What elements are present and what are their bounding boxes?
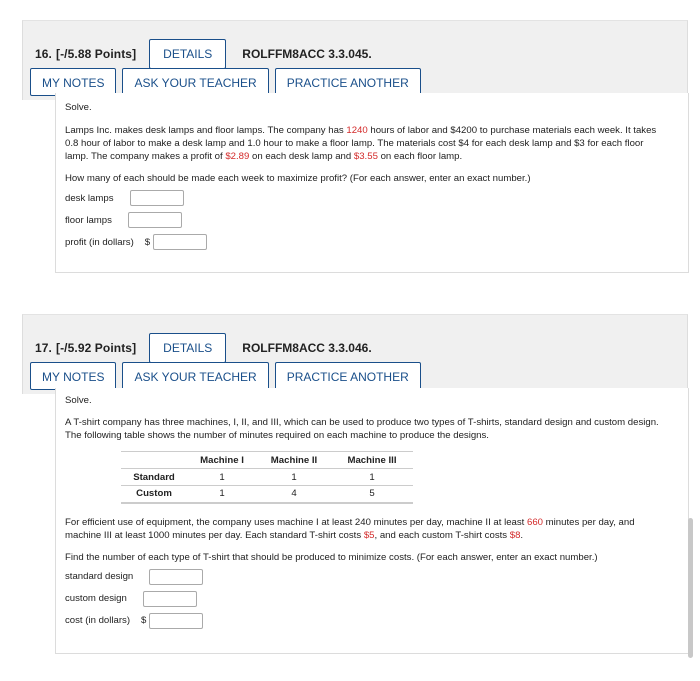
table-header-machine-2: Machine II [257, 452, 331, 469]
table-cell: 1 [331, 469, 413, 486]
question-17-actions [30, 362, 427, 390]
question-17-title-row [35, 333, 372, 363]
custom-design-row [65, 588, 688, 610]
profit-input[interactable] [153, 234, 207, 250]
question-17-body [55, 388, 689, 654]
problem-constraints: For efficient use of equipment, the company uses machine I at least 240 minutes per day, machine II at least 660 minutes per day, and machine III at least 1000 minutes per day. Each standard T-shirt costs $5, and each custom T-shirt costs $8. [65, 516, 635, 541]
question-16-title-row [35, 39, 372, 69]
custom-cost-value: $8 [509, 529, 521, 541]
machine-minutes-table [121, 451, 413, 504]
ask-your-teacher-button[interactable]: ASK YOUR TEACHER [122, 362, 268, 390]
question-code: ROLFFM8ACC 3.3.046. [242, 341, 372, 355]
floor-profit-value: $3.55 [353, 151, 378, 162]
table-row [121, 469, 413, 486]
floor-lamps-label: floor lamps [65, 214, 112, 226]
table-cell: 1 [187, 469, 257, 486]
dollar-sign: $ [144, 236, 151, 248]
custom-design-label: custom design [65, 593, 127, 604]
table-cell: 4 [257, 486, 331, 503]
profit-row [65, 231, 688, 253]
question-number: 17. [35, 341, 52, 355]
question-text: Find the number of each type of T-shirt that should be produced to minimize costs. (For each answer, enter an exact number.) [65, 551, 598, 563]
practice-another-button[interactable]: PRACTICE ANOTHER [275, 68, 421, 96]
standard-design-label: standard design [65, 571, 134, 582]
table-cell: 5 [331, 486, 413, 503]
floor-lamps-input[interactable] [128, 212, 182, 228]
standard-design-row [65, 566, 688, 588]
question-16-body [55, 93, 689, 273]
profit-label: profit (in dollars) [65, 236, 134, 248]
cost-row [65, 610, 688, 632]
desk-profit-value: $2.89 [225, 151, 250, 162]
details-button[interactable]: DETAILS [149, 333, 226, 363]
question-points: [-/5.92 Points] [55, 341, 137, 355]
solve-label: Solve. [65, 395, 92, 406]
standard-cost-value: $5 [363, 529, 375, 541]
cost-input[interactable] [149, 613, 203, 629]
question-points: [-/5.88 Points] [55, 47, 137, 61]
question-16-actions [30, 68, 427, 96]
practice-another-button[interactable]: PRACTICE ANOTHER [275, 362, 421, 390]
question-16-header [22, 20, 688, 100]
question-text: How many of each should be made each week to maximize profit? (For each answer, enter an exact number.) [65, 173, 531, 184]
problem-intro: A T-shirt company has three machines, I, II, and III, which can be used to produce two types of T-shirts, standard design and custom design. The following table shows the number of minutes required on each machine to produce the designs. [65, 417, 659, 441]
desk-lamps-input[interactable] [130, 190, 184, 206]
table-header-machine-3: Machine III [331, 452, 413, 469]
cost-label: cost (in dollars) [65, 615, 131, 626]
standard-design-input[interactable] [149, 569, 203, 585]
solve-label: Solve. [65, 102, 92, 113]
my-notes-button[interactable]: MY NOTES [30, 68, 116, 96]
page-scrollbar[interactable] [688, 518, 693, 658]
table-header-corner [121, 452, 187, 469]
machine-2-minutes-value: 660 [527, 516, 544, 528]
table-cell: 1 [187, 486, 257, 503]
my-notes-button[interactable]: MY NOTES [30, 362, 116, 390]
details-button[interactable]: DETAILS [149, 39, 226, 69]
question-number: 16. [35, 47, 52, 61]
question-17-header [22, 314, 688, 394]
custom-design-input[interactable] [143, 591, 197, 607]
table-cell: 1 [257, 469, 331, 486]
table-header-machine-1: Machine I [187, 452, 257, 469]
problem-text: Lamps Inc. makes desk lamps and floor lamps. The company has 1240 hours of labor and $4200 to purchase materials each week. It takes 0.8 hour of labor to make a desk lamp and 1.0 hour to make a floor lamp. The materials cost $4 for each desk lamp and $3 for each floor lamp. The company makes a profit of $2.89 on each desk lamp and $3.55 on each floor lamp. [65, 125, 657, 162]
floor-lamps-row [65, 209, 688, 231]
desk-lamps-row [65, 187, 688, 209]
row-label: Custom [121, 486, 187, 503]
hours-value: 1240 [346, 125, 368, 136]
ask-your-teacher-button[interactable]: ASK YOUR TEACHER [122, 68, 268, 96]
table-row [121, 486, 413, 503]
desk-lamps-label: desk lamps [65, 192, 114, 204]
row-label: Standard [121, 469, 187, 486]
dollar-sign: $ [141, 615, 147, 626]
table-header-row [121, 452, 413, 469]
question-code: ROLFFM8ACC 3.3.045. [242, 47, 372, 61]
